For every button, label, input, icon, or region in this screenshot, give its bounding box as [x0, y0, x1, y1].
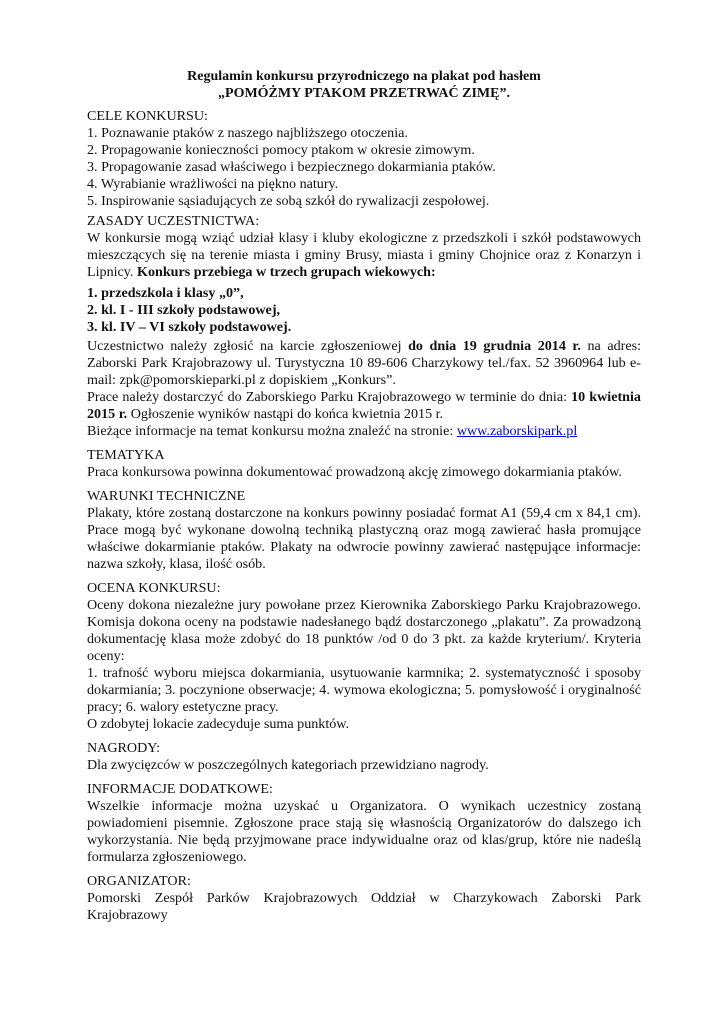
age-groups	[87, 285, 641, 336]
zasady-intro-text: W konkursie mogą wziąć udział klasy i kluby ekologiczne z przedszkoli i szkół podstawowych mieszczących się na terenie miasta i gminy Brusy, miasta i gminy Chojnice oraz z Konarzyn i Lipnicy.	[87, 230, 641, 280]
section-heading-warunki: WARUNKI TECHNICZNE	[87, 488, 246, 504]
section-cele	[87, 108, 641, 210]
warunki-text: Plakaty, które zostaną dostarczone na konkurs powinny posiadać format A1 (59,4 cm x 84,1 cm). Prace mogą być wykonane dowolną techniką plastyczną oraz mogą zawierać hasła promujące właściwe dokarmianie ptaków. Plakaty na odwrocie powinny zawierać następujące informacje: nazwa szkoły, klasa, ilość osób.	[87, 505, 641, 572]
delivery-text-a: Prace należy dostarczyć do Zaborskiego Parku Krajobrazowego w terminie do dnia:	[87, 389, 568, 405]
section-heading-tematyka: TEMATYKA	[87, 447, 165, 463]
ocena-tie: O zdobytej lokacie zadecyduje suma punktów.	[87, 716, 350, 732]
registration-text-a: Uczestnictwo należy zgłosić na karcie zgłoszeniowej	[87, 338, 402, 354]
zasady-intro-bold: Konkurs przebiega w trzech grupach wiekowych:	[136, 264, 436, 280]
cele-item-4: 4. Wyrabianie wrażliwości na piękno natury.	[87, 176, 339, 192]
zasady-intro	[87, 230, 641, 281]
section-heading-nagrody: NAGRODY:	[87, 740, 161, 756]
section-heading-informacje: INFORMACJE DODATKOWE:	[87, 781, 273, 797]
cele-item-5: 5. Inspirowanie sąsiadujących ze sobą szkół do rywalizacji zespołowej.	[87, 193, 490, 209]
title-line-1: Regulamin konkursu przyrodniczego na plakat pod hasłem	[187, 69, 541, 84]
ocena-criteria: 1. trafność wyboru miejsca dokarmiania, usytuowanie karmnika; 2. systematyczność i sposoby dokarmiania; 3. poczynione obserwacje; 4. wymowa ekologiczna; 5. pomysłowość i oryginalność pracy; 6. walory estetyczne pracy.	[87, 665, 641, 715]
delivery-deadline: 10 kwietnia 2015 r.	[87, 389, 641, 422]
nagrody-text: Dla zwycięzców w poszczególnych kategoriach przewidziano nagrody.	[87, 757, 489, 773]
section-organizator	[87, 873, 641, 924]
cele-item-2: 2. Propagowanie konieczności pomocy ptakom w okresie zimowym.	[87, 142, 475, 158]
document-title	[87, 68, 641, 102]
section-nagrody	[87, 740, 641, 774]
section-zasady	[87, 213, 641, 440]
section-warunki	[87, 488, 641, 573]
section-ocena	[87, 580, 641, 733]
age-group-2: 2. kl. I - III szkoły podstawowej,	[87, 302, 281, 318]
website-link[interactable]: www.zaborskipark.pl	[456, 423, 578, 439]
section-tematyka	[87, 447, 641, 481]
section-heading-zasady: ZASADY UCZESTNICTWA:	[87, 213, 260, 229]
cele-item-1: 1. Poznawanie ptaków z naszego najbliższego otoczenia.	[87, 125, 408, 141]
age-group-1: 1. przedszkola i klasy „0”,	[87, 285, 244, 301]
informacje-text: Wszelkie informacje można uzyskać u Organizatora. O wynikach uczestnicy zostaną powiadomieni pisemnie. Zgłoszone prace stają się własnością Organizatorów do dalszego ich wykorzystania. Nie będą przyjmowane prace indywidualne oraz od klas/grup, które nie nadeślą formularza zgłoszeniowego.	[87, 798, 641, 865]
info-paragraph	[87, 423, 641, 440]
title-line-2: „POMÓŻMY PTAKOM PRZETRWAĆ ZIMĘ”.	[218, 86, 510, 101]
registration-text-b: na adres: Zaborski Park Krajobrazowy ul. Turystyczna 10 89-606 Charzykowy tel./fax. 52 3960964 lub e-mail: zpk@pomorskieparki.pl z dopiskiem „Konkurs”.	[87, 338, 641, 388]
delivery-text-b: Ogłoszenie wyników nastąpi do końca kwietnia 2015 r.	[130, 406, 444, 422]
info-text: Bieżące informacje na temat konkursu można znaleźć na stronie:	[87, 423, 454, 439]
cele-item-3: 3. Propagowanie zasad właściwego i bezpiecznego dokarmiania ptaków.	[87, 159, 496, 175]
registration-paragraph	[87, 338, 641, 389]
tematyka-text: Praca konkursowa powinna dokumentować prowadzoną akcję zimowego dokarmiania ptaków.	[87, 464, 622, 480]
ocena-text: Oceny dokona niezależne jury powołane przez Kierownika Zaborskiego Parku Krajobrazowego. Komisja dokona oceny na podstawie nadesłanego bądź dostarczonego „plakatu”. Za prowadzoną dokumentację klasa może zdobyć do 18 punktów /od 0 do 3 pkt. za każde kryterium/. Kryteria oceny:	[87, 597, 641, 664]
registration-deadline: do dnia 19 grudnia 2014 r.	[408, 338, 581, 354]
organizator-text: Pomorski Zespół Parków Krajobrazowych Oddział w Charzykowach Zaborski Park Krajobrazowy	[87, 890, 641, 923]
section-informacje	[87, 781, 641, 866]
section-heading-organizator: ORGANIZATOR:	[87, 873, 191, 889]
section-heading-ocena: OCENA KONKURSU:	[87, 580, 221, 596]
section-heading-cele: CELE KONKURSU:	[87, 108, 208, 124]
delivery-paragraph	[87, 389, 641, 423]
age-group-3: 3. kl. IV – VI szkoły podstawowej.	[87, 319, 292, 335]
